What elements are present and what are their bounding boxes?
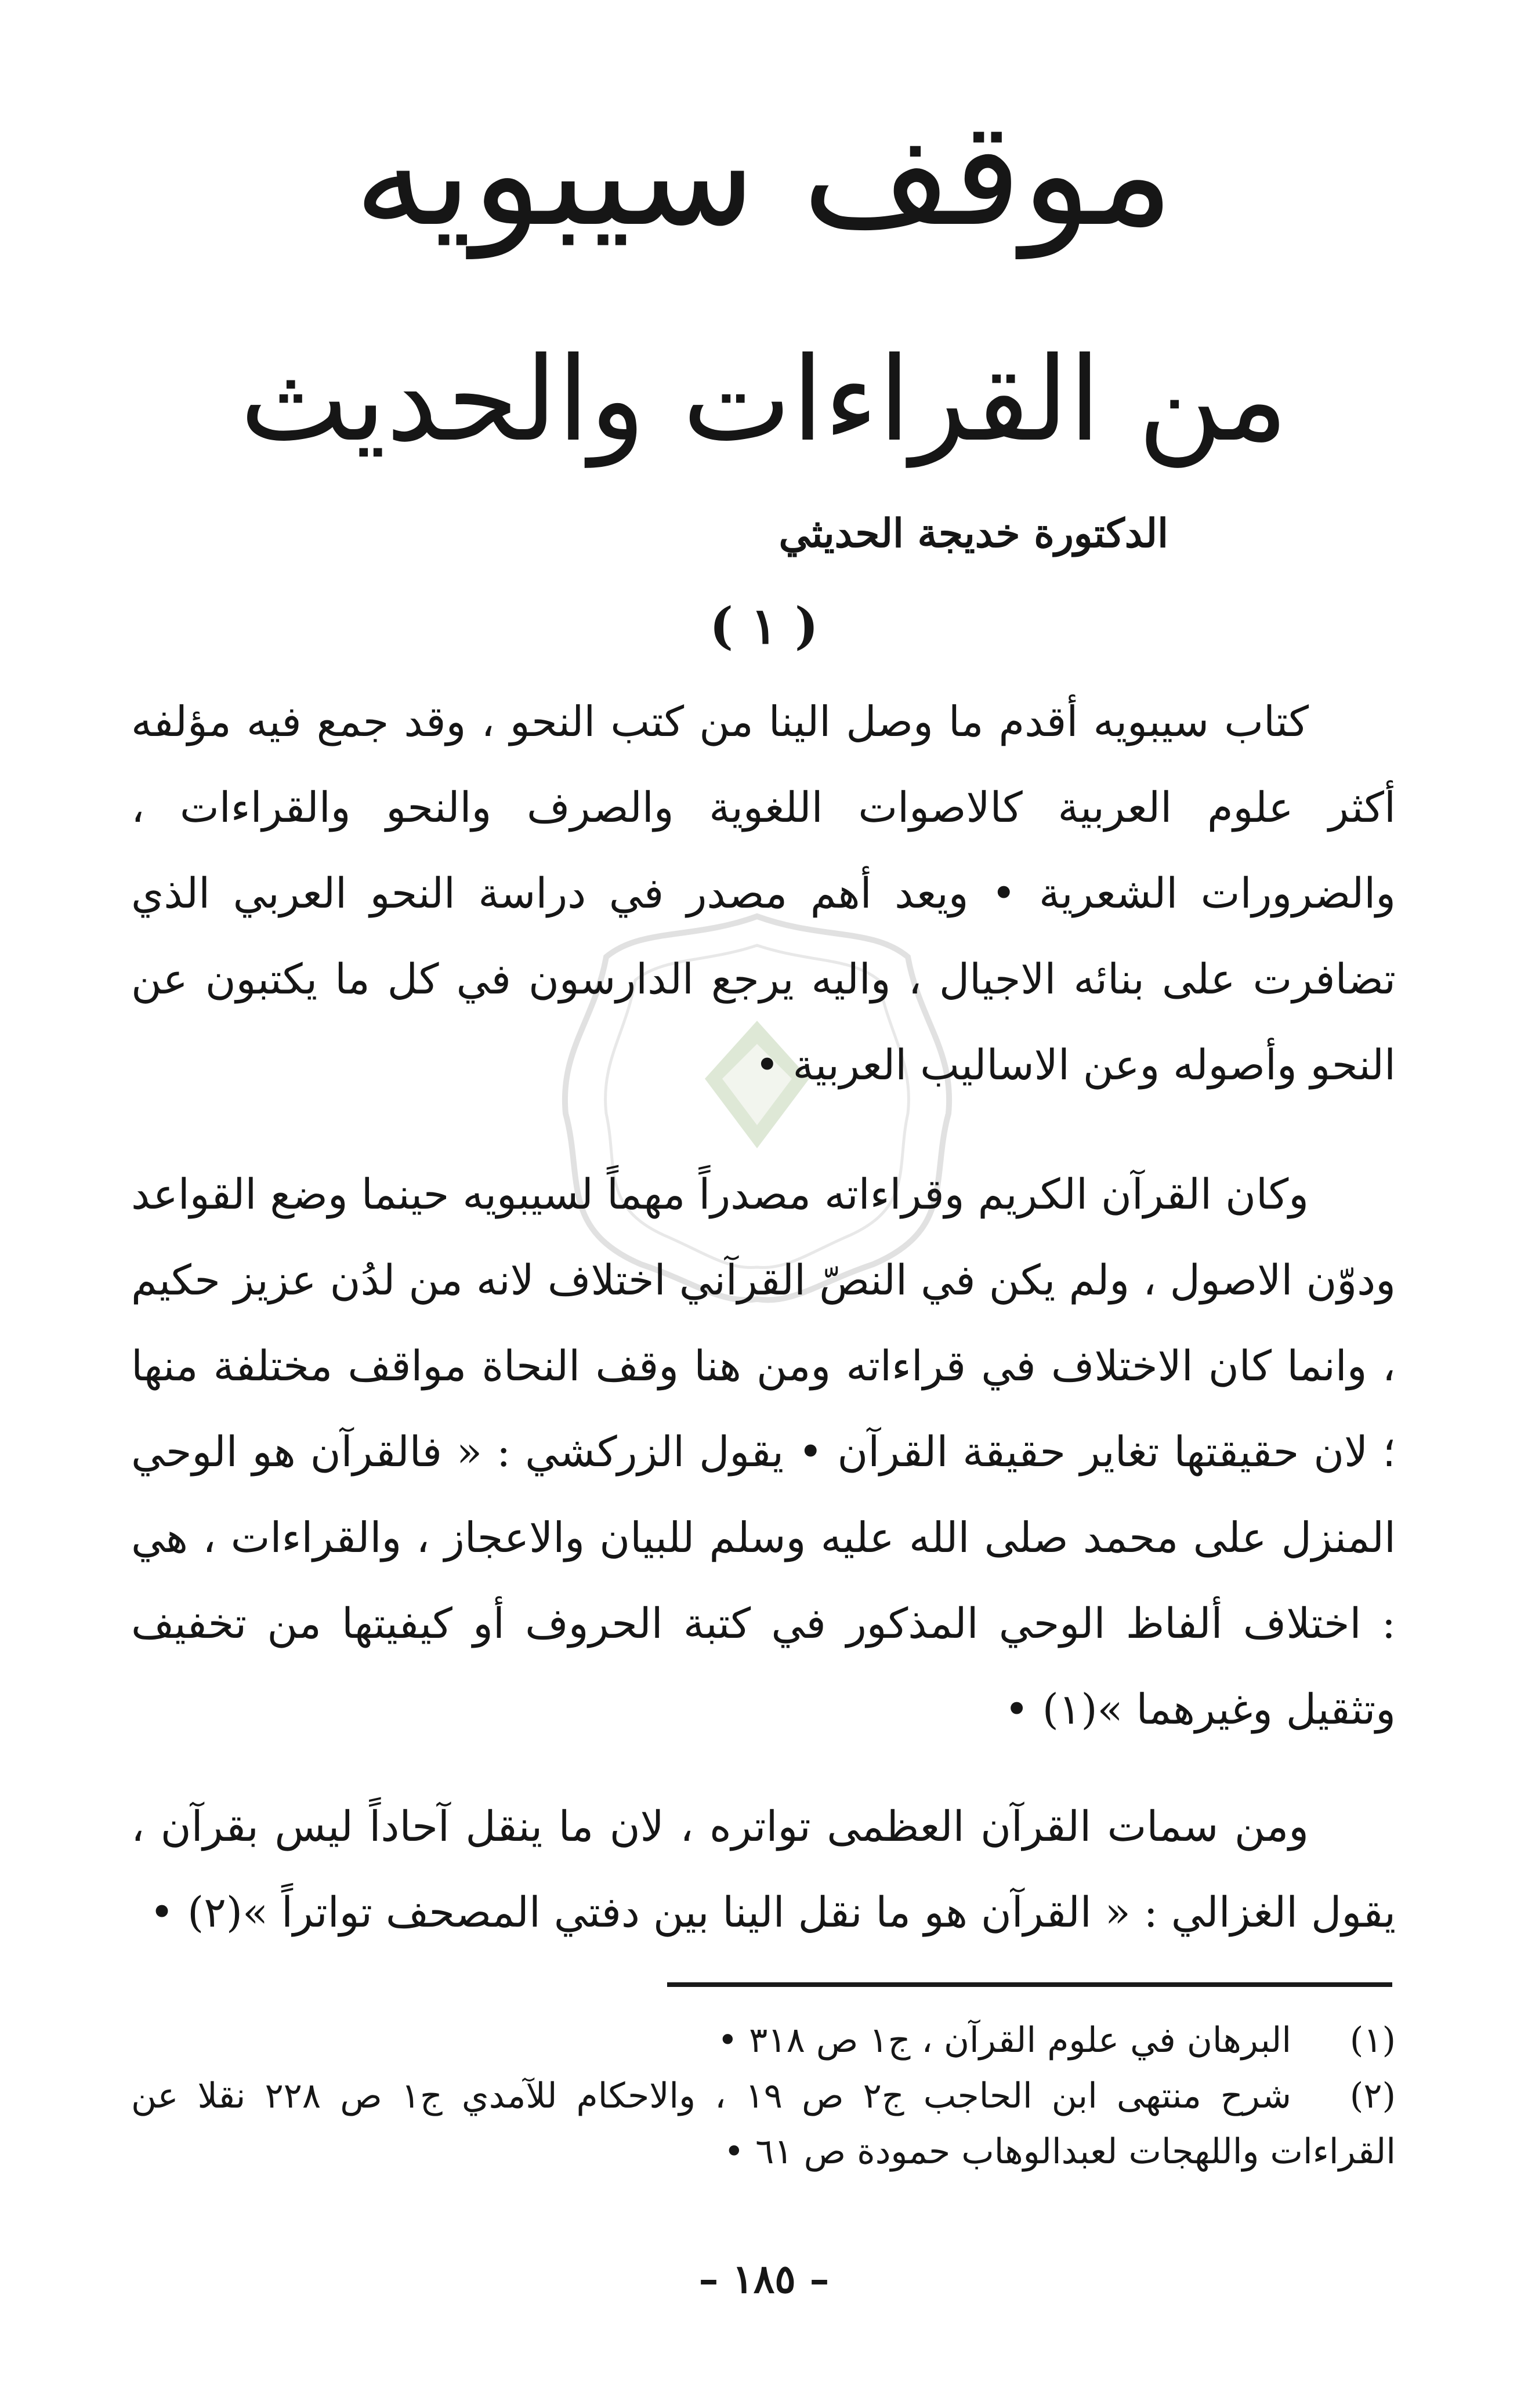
- footnotes: [131, 2012, 1396, 2179]
- paragraph-3: ومن سمات القرآن العظمى تواتره ، لان ما ينقل آحاداً ليس بقرآن ، يقول الغزالي : « القرآن هو ما نقل الينا بين دفتي المصحف تواتراً »(٢) •: [131, 1802, 1396, 1936]
- footnote-2: [131, 2068, 1396, 2179]
- footnote-number: (١): [1349, 2020, 1396, 2061]
- footnote-separator: [667, 1982, 1392, 1987]
- paragraph-1: كتاب سيبويه أقدم ما وصل الينا من كتب النحو ، وقد جمع فيه مؤلفه أكثر علوم العربية كالاصوات اللغوية والصرف والنحو والقراءات ، والضرورات الشعرية • ويعد أهم مصدر في دراسة النحو العربي الذي تضافرت على بنائه الاجيال ، واليه يرجع الدارسون في كل ما يكتبون عن النحو وأصوله وعن الاساليب العربية •: [131, 697, 1396, 1089]
- footnote-text: البرهان في علوم القرآن ، ج١ ص ٣١٨ •: [717, 2020, 1291, 2061]
- article-subtitle: من القراءات والحديث: [240, 332, 1288, 467]
- section-number: ( ١ ): [709, 597, 819, 655]
- paragraph-2: وكان القرآن الكريم وقراءاته مصدراً مهماً لسيبويه حينما وضع القواعد ودوّن الاصول ، ولم يكن في النصّ القرآني اختلاف لانه من لدُن عزيز حكيم ، وانما كان الاختلاف في قراءاته ومن هنا وقف النحاة مواقف مختلفة منها ؛ لان حقيقتها تغاير حقيقة القرآن • يقول الزركشي : « فالقرآن هو الوحي المنزل على محمد صلى الله عليه وسلم للبيان والاعجاز ، والقراءات ، هي : اختلاف ألفاظ الوحي المذكور في كتبة الحروف أو كيفيتها من تخفيف وتثقيل وغيرهما »(١) •: [131, 1170, 1396, 1734]
- author-name: الدكتورة خديجة الحديثي: [779, 510, 1168, 557]
- footnote-number: (٢): [1349, 2076, 1396, 2116]
- article-title: موقف سيبويه: [354, 89, 1174, 258]
- footnote-1: [131, 2012, 1396, 2068]
- page-number: – ١٨٥ –: [698, 2256, 830, 2302]
- footnote-text: شرح منتهى ابن الحاجب ج٢ ص ١٩ ، والاحكام للآمدي ج١ ص ٢٢٨ نقلا عن القراءات واللهجات لعبدالوهاب حمودة ص ٦١ •: [131, 2076, 1396, 2172]
